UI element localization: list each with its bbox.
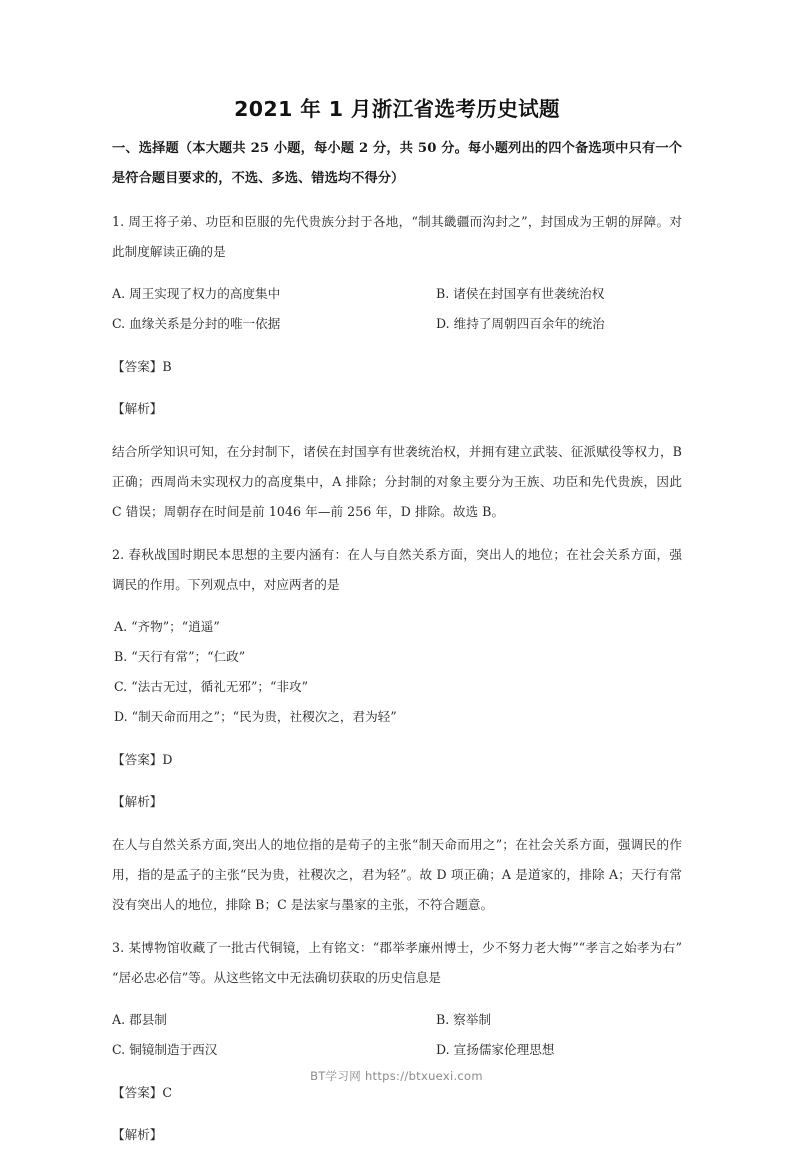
option-row bbox=[112, 1005, 682, 1035]
option-row bbox=[112, 1035, 682, 1065]
option-b[interactable]: B. “天行有常”；“仁政” bbox=[114, 649, 246, 665]
option-stack bbox=[112, 612, 682, 732]
option-a[interactable]: A. 郡县制 bbox=[112, 1012, 167, 1028]
option-c[interactable]: C. 铜镜制造于西汉 bbox=[112, 1042, 218, 1058]
question-block-1 bbox=[112, 207, 682, 527]
option-row bbox=[112, 279, 682, 309]
option-a[interactable]: A. 周王实现了权力的高度集中 bbox=[112, 286, 281, 302]
analysis-label: 【解析】 bbox=[112, 401, 163, 417]
question-stem: 2. 春秋战国时期民本思想的主要内涵有：在人与自然关系方面，突出人的地位；在社会关系方面，强调民的作用。下列观点中，对应两者的是 bbox=[112, 546, 682, 592]
answer-line: 【答案】B bbox=[112, 358, 172, 374]
question-block-2 bbox=[112, 540, 682, 920]
document-content bbox=[112, 92, 682, 1163]
option-a[interactable]: A. “齐物”；“逍遥” bbox=[114, 619, 220, 635]
option-d[interactable]: D. 维持了周朝四百余年的统治 bbox=[436, 316, 605, 332]
option-b[interactable]: B. 察举制 bbox=[436, 1012, 492, 1028]
analysis-body: 在人与自然关系方面,突出人的地位指的是荀子的主张“制天命而用之”；在社会关系方面，强调民的作用，指的是孟子的主张“民为贵，社稷次之，君为轻”。故 D 项正确；A 是道家的，排除 A；天行有常没有突出人的地位，排除 B；C 是法家与墨家的主张，不符合题意。 bbox=[112, 836, 682, 912]
analysis-label: 【解析】 bbox=[112, 794, 163, 810]
option-d[interactable]: D. “制天命而用之”；“民为贵，社稷次之，君为轻” bbox=[114, 709, 397, 725]
question-block-3 bbox=[112, 933, 682, 1151]
option-b[interactable]: B. 诸侯在封国享有世袭统治权 bbox=[436, 286, 605, 302]
page-title: 2021 年 1 月浙江省选考历史试题 bbox=[234, 97, 560, 121]
option-grid bbox=[112, 1005, 682, 1065]
option-c[interactable]: C. 血缘关系是分封的唯一依据 bbox=[112, 316, 281, 332]
option-grid bbox=[112, 279, 682, 339]
option-row bbox=[112, 309, 682, 339]
answer-line: 【答案】C bbox=[112, 1084, 173, 1100]
question-stem: 1. 周王将子弟、功臣和臣服的先代贵族分封于各地，“制其畿疆而沟封之”，封国成为王朝的屏障。对此制度解读正确的是 bbox=[112, 213, 682, 259]
answer-line: 【答案】D bbox=[112, 751, 173, 767]
question-stem: 3. 某博物馆收藏了一批古代铜镜，上有铭文：“郡举孝廉州博士，少不努力老大悔”“孝言之始孝为右”“居必忠必信”等。从这些铭文中无法确切获取的历史信息是 bbox=[112, 939, 682, 985]
footer-watermark: BT学习网 https://btxuexi.com bbox=[310, 1069, 483, 1083]
option-c[interactable]: C. “法古无过，循礼无邪”；“非攻” bbox=[114, 679, 309, 695]
analysis-label: 【解析】 bbox=[112, 1127, 163, 1143]
analysis-body: 结合所学知识可知，在分封制下，诸侯在封国享有世袭统治权，并拥有建立武装、征派赋役等权力，B 正确；西周尚未实现权力的高度集中，A 排除；分封制的对象主要分为王族、功臣和先代贵族，因此 C 错误；周朝存在时间是前 1046 年—前 256 年，D 排除。故选 B。 bbox=[112, 443, 682, 519]
option-d[interactable]: D. 宣扬儒家伦理思想 bbox=[436, 1042, 555, 1058]
section-heading-choice: 一、选择题（本大题共 25 小题，每小题 2 分，共 50 分。每小题列出的四个备选项中只有一个是符合题目要求的，不选、多选、错选均不得分） bbox=[112, 141, 682, 186]
